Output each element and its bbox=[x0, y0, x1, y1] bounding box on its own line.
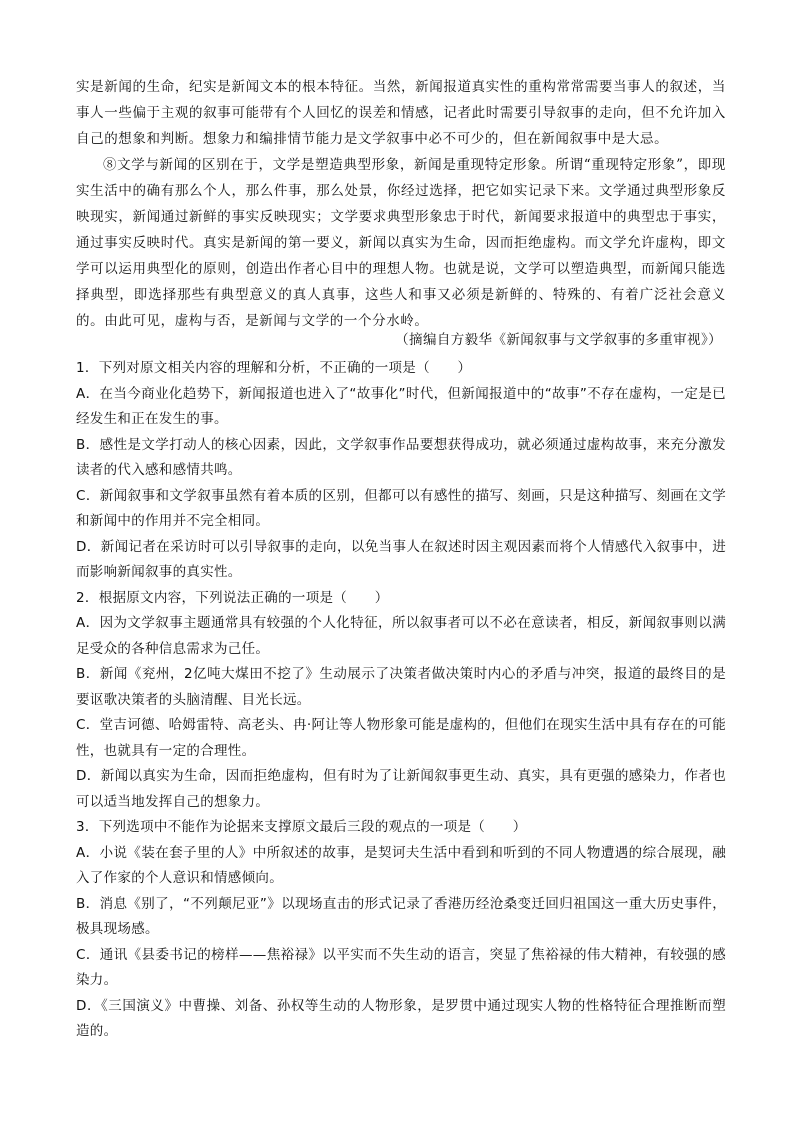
question-stem: 2．根据原文内容，下列说法正确的一项是（ ） bbox=[76, 589, 389, 606]
question-1 bbox=[76, 356, 726, 586]
option-d: D．新闻记者在采访时可以引导叙事的走向，以免当事人在叙述时因主观因素而将个人情感代入叙事中，进而影响新闻叙事的真实性。 bbox=[76, 538, 726, 580]
option-a: A．小说《装在套子里的人》中所叙述的故事，是契诃夫生活中看到和听到的不同人物遭遇的综合展现，融入了作家的个人意识和情感倾向。 bbox=[76, 844, 726, 886]
option-a: A．在当今商业化趋势下，新闻报道也进入了“故事化”时代，但新闻报道中的“故事”不存在虚构，一定是已经发生和正在发生的事。 bbox=[76, 385, 726, 427]
passage-source: （摘编自方毅华《新闻叙事与文学叙事的多重审视》） bbox=[395, 332, 722, 348]
option-a: A．因为文学叙事主题通常具有较强的个人化特征，所以叙事者可以不必在意读者，相反，新闻叙事则以满足受众的各种信息需求为己任。 bbox=[76, 615, 726, 657]
question-list bbox=[76, 356, 726, 1045]
question-stem: 3．下列选项中不能作为论据来支撑原文最后三段的观点的一项是（ ） bbox=[76, 819, 527, 835]
option-c: C．新闻叙事和文学叙事虽然有着本质的区别，但都可以有感性的描写、刻画，只是这种描写、刻画在文学和新闻中的作用并不完全相同。 bbox=[76, 487, 726, 529]
option-d: D．新闻以真实为生命，因而拒绝虚构，但有时为了让新闻叙事更生动、真实，具有更强的感染力，作者也可以适当地发挥自己的想象力。 bbox=[76, 768, 726, 810]
option-b: B．新闻《兖州，2亿吨大煤田不挖了》生动展示了决策者做决策时内心的矛盾与冲突，报道的最终目的是要讴歌决策者的头脑清醒、目光长远。 bbox=[76, 666, 726, 708]
question-stem: 1．下列对原文相关内容的理解和分析，不正确的一项是（ ） bbox=[76, 360, 472, 376]
question-2 bbox=[76, 586, 726, 816]
question-3 bbox=[76, 815, 726, 1045]
option-b: B．感性是文学打动人的核心因素，因此，文学叙事作品要想获得成功，就必须通过虚构故事，来充分激发读者的代入感和感情共鸣。 bbox=[76, 436, 726, 478]
option-b: B．消息《别了，“不列颠尼亚”》以现场直击的形式记录了香港历经沧桑变迁回归祖国这一重大历史事件，极具现场感。 bbox=[76, 895, 726, 937]
option-c: C．堂吉诃德、哈姆雷特、高老头、冉·阿让等人物形象可能是虚构的，但他们在现实生活中具有存在的可能性，也就具有一定的合理性。 bbox=[76, 717, 726, 759]
option-c: C．通讯《县委书记的榜样——焦裕禄》以平实而不失生动的语言，突显了焦裕禄的伟大精神，有较强的感染力。 bbox=[76, 946, 726, 988]
passage bbox=[76, 74, 726, 334]
passage-paragraph: ⑧文学与新闻的区别在于，文学是塑造典型形象，新闻是重现特定形象。所谓“重现特定形象”，即现实生活中的确有那么个人，那么件事，那么处景，你经过选择，把它如实记录下来。文学通过典型形象反映现实，新闻通过新鲜的事实反映现实；文学要求典型形象忠于时代，新闻要求报道中的典型忠于事实，通过事实反映时代。真实是新闻的第一要义，新闻以真实为生命，因而拒绝虚构。而文学允许虚构，即文学可以运用典型化的原则，创造出作者心目中的理想人物。也就是说，文学可以塑造典型，而新闻只能选择典型，即选择那些有典型意义的真人真事，这些人和事又必须是新鲜的、特殊的、有着广泛社会意义的。由此可见，虚构与否，是新闻与文学的一个分水岭。 bbox=[76, 157, 726, 329]
passage-paragraph: 实是新闻的生命，纪实是新闻文本的根本特征。当然，新闻报道真实性的重构常常需要当事人的叙述，当事人一些偏于主观的叙事可能带有个人回忆的误差和情感，记者此时需要引导叙事的走向，但不允许加入自己的想象和判断。想象力和编排情节能力是文学叙事中必不可少的，但在新闻叙事中是大忌。 bbox=[76, 79, 726, 147]
option-d: D．《三国演义》中曹操、刘备、孙权等生动的人物形象，是罗贯中通过现实人物的性格特征合理推断而塑造的。 bbox=[76, 997, 726, 1039]
